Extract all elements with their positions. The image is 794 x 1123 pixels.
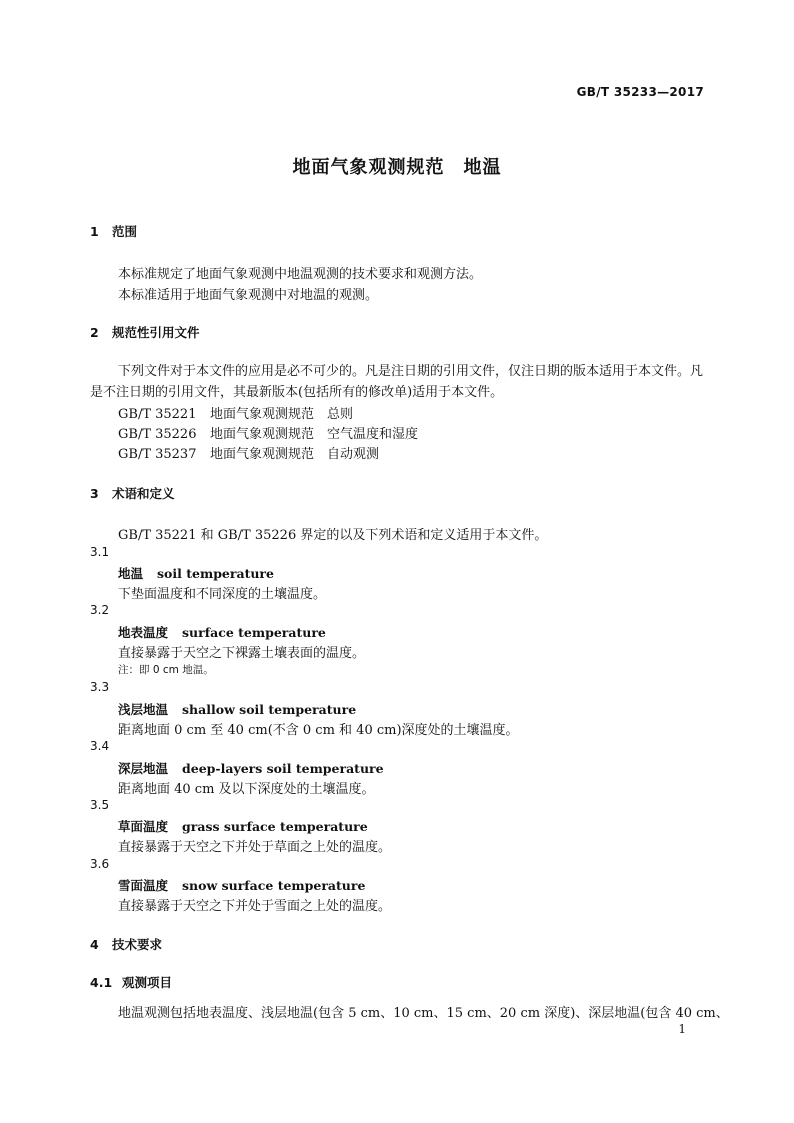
section-number: 3: [90, 486, 99, 501]
section-number: 4.1: [90, 975, 113, 990]
term-chinese: 草面温度: [118, 819, 169, 834]
term-entry: [118, 817, 368, 835]
section-3-heading: [90, 484, 175, 502]
subsection-4-1-heading: [90, 973, 172, 991]
standard-code: GB/T 35233—2017: [576, 85, 704, 99]
section-number: 2: [90, 325, 99, 340]
paragraph: 本标准规定了地面气象观测中地温观测的技术要求和观测方法。: [118, 267, 483, 282]
section-title: 术语和定义: [112, 486, 175, 501]
section-4-heading: [90, 935, 162, 953]
term-number: 3.5: [90, 798, 110, 812]
paragraph: 下列文件对于本文件的应用是必不可少的。凡是注日期的引用文件，仅注日期的版本适用于本文件。凡是不注日期的引用文件，其最新版本(包括所有的修改单)适用于本文件。: [90, 364, 704, 400]
reference-code: GB/T 35226: [118, 427, 197, 442]
term-number: 3.4: [90, 739, 110, 753]
term-english: deep-layers soil temperature: [182, 761, 384, 776]
term-chinese: 深层地温: [118, 761, 169, 776]
term-definition: 直接暴露于天空之下裸露土壤表面的温度。: [118, 646, 366, 661]
term-definition: 距离地面 40 cm 及以下深度处的土壤温度。: [118, 782, 375, 797]
reference-title: 地面气象观测规范 自动观测: [210, 447, 380, 462]
reference-code: GB/T 35237: [118, 447, 197, 462]
term-chinese: 雪面温度: [118, 878, 169, 893]
term-note: 注：即 0 cm 地温。: [118, 664, 214, 676]
term-number: 3.1: [90, 545, 110, 559]
document-title: 地面气象观测规范 地温: [292, 157, 502, 178]
section-title: 技术要求: [112, 937, 163, 952]
section-title: 观测项目: [122, 975, 173, 990]
term-entry: [118, 700, 356, 718]
term-definition: 直接暴露于天空之下并处于雪面之上处的温度。: [118, 899, 392, 914]
normative-reference: [118, 403, 353, 422]
section-2-heading: [90, 323, 200, 341]
reference-code: GB/T 35221: [118, 407, 197, 422]
term-number: 3.2: [90, 603, 110, 617]
paragraph: 地温观测包括地表温度、浅层地温(包含 5 cm、10 cm、15 cm、20 cm 深度)、深层地温(包含 40 cm、: [118, 1006, 729, 1021]
reference-title: 地面气象观测规范 空气温度和湿度: [210, 427, 419, 442]
section-number: 1: [90, 224, 99, 239]
term-entry: [118, 876, 365, 894]
page-number: 1: [678, 1022, 686, 1036]
normative-reference: [118, 443, 379, 462]
term-english: shallow soil temperature: [182, 702, 357, 717]
section-1-heading: [90, 222, 137, 240]
normative-reference: [118, 423, 418, 442]
term-english: surface temperature: [182, 625, 326, 640]
term-definition: 下垫面温度和不同深度的土壤温度。: [118, 587, 327, 602]
term-definition: 距离地面 0 cm 至 40 cm(不含 0 cm 和 40 cm)深度处的土壤温度。: [118, 723, 519, 738]
section-title: 规范性引用文件: [112, 325, 200, 340]
term-chinese: 地表温度: [118, 625, 169, 640]
section-number: 4: [90, 937, 99, 952]
paragraph: GB/T 35221 和 GB/T 35226 界定的以及下列术语和定义适用于本文件。: [118, 528, 548, 543]
term-entry: [118, 564, 274, 582]
term-english: soil temperature: [157, 566, 274, 581]
term-definition: 直接暴露于天空之下并处于草面之上处的温度。: [118, 840, 392, 855]
term-chinese: 浅层地温: [118, 702, 169, 717]
term-english: grass surface temperature: [182, 819, 368, 834]
term-number: 3.3: [90, 680, 110, 694]
reference-title: 地面气象观测规范 总则: [210, 407, 354, 422]
term-chinese: 地温: [118, 566, 144, 581]
section-title: 范围: [112, 224, 138, 239]
paragraph: 本标准适用于地面气象观测中对地温的观测。: [118, 288, 379, 303]
term-entry: [118, 759, 384, 777]
term-entry: [118, 623, 326, 641]
term-number: 3.6: [90, 857, 110, 871]
term-english: snow surface temperature: [182, 878, 366, 893]
